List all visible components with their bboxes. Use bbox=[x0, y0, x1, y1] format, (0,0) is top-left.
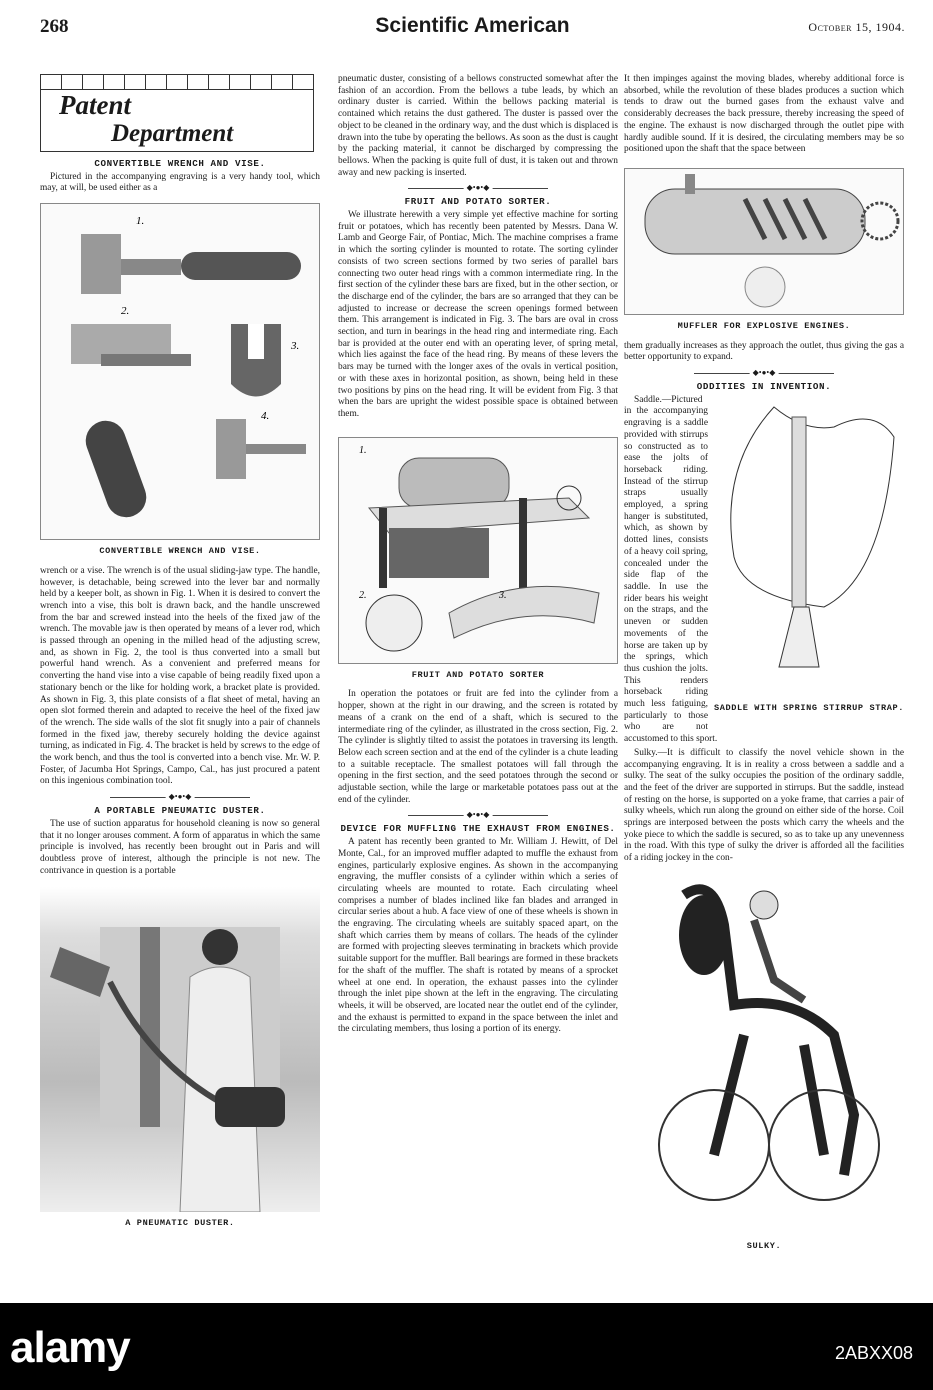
muffler-heading: DEVICE FOR MUFFLING THE EXHAUST FROM ENGINES. bbox=[340, 823, 616, 835]
wrench-illustration bbox=[40, 203, 320, 540]
wrench-heading: CONVERTIBLE WRENCH AND VISE. bbox=[94, 158, 266, 169]
fig-label-2: 2. bbox=[121, 305, 130, 318]
muffler-illustration bbox=[624, 168, 904, 315]
saddle-caption: SADDLE WITH SPRING STIRRUP STRAP. bbox=[714, 703, 904, 714]
pneumatic-duster-photo bbox=[40, 887, 320, 1212]
fig-label-1: 1. bbox=[136, 215, 145, 228]
patent-department-logo bbox=[40, 74, 314, 152]
section-divider: ◆•●•◆ bbox=[338, 810, 618, 820]
wrench-intro: Pictured in the accompanying engraving is a very handy tool, which may, at will, be used either as a bbox=[40, 171, 320, 194]
muffler-drawing bbox=[625, 169, 903, 314]
fig-label-4: 4. bbox=[261, 410, 270, 423]
fig-label-2: 2. bbox=[359, 589, 367, 601]
logo-ornament-strip bbox=[41, 75, 313, 90]
page-header bbox=[40, 14, 905, 40]
muffler-body-3: them gradually increases as they approach the outlet, thus giving the gas a better opportunity to expand. bbox=[624, 340, 904, 363]
alamy-logo: alamy bbox=[10, 1323, 130, 1372]
sorter-body-2: In operation the potatoes or fruit are fed into the cylinder from a hopper, shown at the right in our drawing, and the screen is rotated by means of a crank on the end of a shaft, which is secured to the intermediate ring of the cylinder, as illustrated in the cross section, Fig. 2. The cylinder is slightly tilted to assist the potatoes in traversing its length. Below each screen section and at the end of the cylinder is a chute leading to a suitable receptacle. The smallest potatoes will fall through the opening in the first section, and the seed potatoes through the second or adjustable section, while the large or marketable potatoes pass out at the end of the cylinder. bbox=[338, 689, 618, 805]
section-divider: ◆•●•◆ bbox=[40, 792, 320, 802]
sulky-body: Sulky.—It is difficult to classify the novel vehicle shown in the accompanying engraving. It is in reality a cross between a saddle and a sulky. The seat of the sulky occupies the position of the ordinary saddle, and the feet of the driver are supported in stirrups. But the saddle, instead of resting on the horse, is supported on a yoke frame, that carries a pair of sulky wheels, which run along the ground on either side of the horse. Coil springs are interposed between the posts which carry the wheels and the yoke piece to which the saddle is secured, so as to take up any unevenness in the road. With this type of sulky the driver is afforded all the facilities of a riding jockey in the con- bbox=[624, 747, 904, 864]
saddle-figure bbox=[714, 397, 904, 727]
column-1 bbox=[40, 74, 320, 1238]
column-3 bbox=[624, 74, 904, 1261]
oddities-heading: ODDITIES IN INVENTION. bbox=[696, 381, 832, 393]
issue-date: October 15, 1904. bbox=[808, 20, 905, 34]
woman-with-duster-drawing bbox=[40, 887, 320, 1212]
wrench-caption: CONVERTIBLE WRENCH AND VISE. bbox=[99, 546, 261, 557]
muffler-caption: MUFFLER FOR EXPLOSIVE ENGINES. bbox=[677, 320, 851, 331]
fig-label-1: 1. bbox=[359, 444, 367, 456]
masthead: Scientific American bbox=[375, 14, 570, 37]
fig-label-3: 3. bbox=[291, 340, 300, 353]
fig-label-3: 3. bbox=[499, 589, 507, 601]
page-number: 268 bbox=[40, 16, 69, 37]
saddle-drawing bbox=[714, 397, 904, 697]
sorter-caption: FRUIT AND POTATO SORTER bbox=[411, 669, 545, 680]
image-code: 2ABXX08 bbox=[834, 1343, 913, 1363]
wrench-drawing bbox=[41, 204, 319, 539]
watermark-bar bbox=[0, 1303, 933, 1390]
column-2 bbox=[338, 74, 618, 1036]
sulky-drawing bbox=[624, 875, 904, 1235]
duster-body-1: The use of suction apparatus for household cleaning is now so general that it no longer arouses comment. A form of apparatus in which the same principle is involved, has recently been brought out in Paris and will doubtless prove of interest, although the principle is not new. The contrivance in question is a portable bbox=[40, 818, 320, 876]
logo-line-1: Patent bbox=[59, 90, 131, 120]
sorter-heading: FRUIT AND POTATO SORTER. bbox=[404, 196, 552, 208]
sulky-caption: SULKY. bbox=[746, 1240, 782, 1251]
sorter-drawing bbox=[339, 438, 617, 663]
muffler-body-1: A patent has recently been granted to Mr. William J. Hewitt, of Del Monte, Cal., for an improved muffler adapted to muffle the exhaust from engines, particularly explosive engines. As shown in the accompanying engraving, the muffler consists of a cylinder within which a series of circulating wheels are mounted to rotate. Each circulating wheel comprises a number of blades inclined like fan blades and arranged in circular series about a hub. A face view of one of these wheels is shown in the engraving. The circulating wheels are suitably spaced apart, on the shaft which carries them by means of collars. The heads of the cylinder are formed with projecting sleeves terminating in brackets which provide suitable support for the muffler. Ball bearings are formed in these brackets for the shaft of the muffler. The shaft is rotated by means of a sprocket wheel at one end. In operation, the exhaust passes into the cylinder through the inlet pipe shown at the left in the engraving. The circulating wheels, it will be observed, are located near the outlet end of the cylinder, and the exhaust is permitted to expand in the space between the inlet and the circulating members, thus losing a portion of its energy. bbox=[338, 837, 618, 1035]
duster-heading: A PORTABLE PNEUMATIC DUSTER. bbox=[94, 805, 266, 817]
sorter-illustration bbox=[338, 437, 618, 664]
saddle-body: Saddle.—Pictured in the accompanying engraving is a saddle provided with stirrups so constructed as to ease the jolts of horseback riding. Instead of the stirrup straps usually employed, a spring hanger is substituted, which, as shown by dotted lines, consists of a heavy coil spring, concealed under the side flap of the saddle. In use the rider bears his weight on the straps, and the uneven or sudden movements of the horse are taken up by the springs, which thus cushion the jolts. This renders horseback riding much less fatiguing, particularly to those who are not accustomed to this sport. bbox=[624, 394, 718, 745]
muffler-body-2: It then impinges against the moving blades, whereby additional force is absorbed, while the revolution of these blades produces a suction which tends to draw out the burned gases from the exhaust valve and considerably decreases the back pressure, thereby increasing the speed of the engine. The exhaust is now discharged through the outlet pipe with hardly audible sound. If it is desired, the circulating members may be so positioned upon the shaft that the space between bbox=[624, 74, 904, 155]
sulky-figure bbox=[624, 875, 904, 1235]
duster-caption: A PNEUMATIC DUSTER. bbox=[125, 1218, 235, 1229]
section-divider: ◆•●•◆ bbox=[624, 368, 904, 378]
section-divider: ◆•●•◆ bbox=[338, 183, 618, 193]
logo-line-2: Department bbox=[111, 120, 234, 147]
duster-body-2: pneumatic duster, consisting of a bellows constructed somewhat after the fashion of an accordion. From the bellows a tube leads, by which an ordinary duster is carried. Within the bellows packing material is contained which retains the dust gathered. The duster is passed over the object to be cleaned in the ordinary way, and the dust which is displaced is drawn into the tube by operating the bellows. As soon as the dust is caught by the packing material, it cannot be discharged by compressing the bellows. When the packing is quite full of dust, it is taken out and thrown away and new packing is inserted. bbox=[338, 74, 618, 178]
wrench-body: wrench or a vise. The wrench is of the usual sliding-jaw type. The handle, however, is detachable, being screwed into the lever bar and normally held by a keeper bolt, as shown in Fig. 1. When it is desired to convert the wrench into a vise, this bolt is drawn back, and the handle unscrewed from the bar and screwed instead into the heels of the fixed jaw of the wrench. The movable jaw is then operated by means of a lever rod, which is passed through an opening in the milled head of the adjusting screw, and, as shown in Fig. 2, the tool is thus converted into a small but powerful hand wrench. As a convenient and preferred means for converting the hand vise into a vise capable of being readily fixed upon a stationary bench or the like for holding work, a bracket plate is provided. As shown in Fig. 3, this plate consists of a flat sheet of metal, having an open slot formed therein and adapted to receive the heel of the fixed jaw of the wrench. The side walls of the slot fit snugly into a pair of channels formed in the fixed jaw, thereby securely holding the device against turning, as indicated in Fig. 4. The bracket is held by screws to the edge of the work bench, and thus the tool is converted into a bench vise. Mr. W. P. Foster, of Jacumba Hot Springs, Campo, Cal., has just procured a patent on this ingenious combination tool. bbox=[40, 565, 320, 787]
sorter-body-1: We illustrate herewith a very simple yet effective machine for sorting fruit or potatoes, which has recently been patented by Messrs. Dana W. Lamb and George Fair, of Pontiac, Mich. The machine comprises a frame in which the sorting cylinder is mounted to rotate. The sorting cylinder consists of two screen sections formed by two series of parallel bars connecting two outer head rings with a common intermediate ring. In the first section of the cylinder these bars are fixed, but in the other section, or the discharge end of the cylinder, the bars are so arranged that they can be adjusted to increase or decrease the screen openings formed between them. This arrangement is indicated in Fig. 3. The bars are oval in cross section, and turn in bearings in the head ring and intermediate ring. Each bar is provided at the outer end with an operating lever, of spring metal, which lies against the face of the head ring. By means of these levers the bars may be turned with the longer axes of the ovals in vertical position, or with these axes in horizontal position, as shown, being held in these two positions by pins on the head ring. It will be evident from Fig. 3 that when the bars are upright the widest possible space is obtained between them. bbox=[338, 210, 618, 419]
